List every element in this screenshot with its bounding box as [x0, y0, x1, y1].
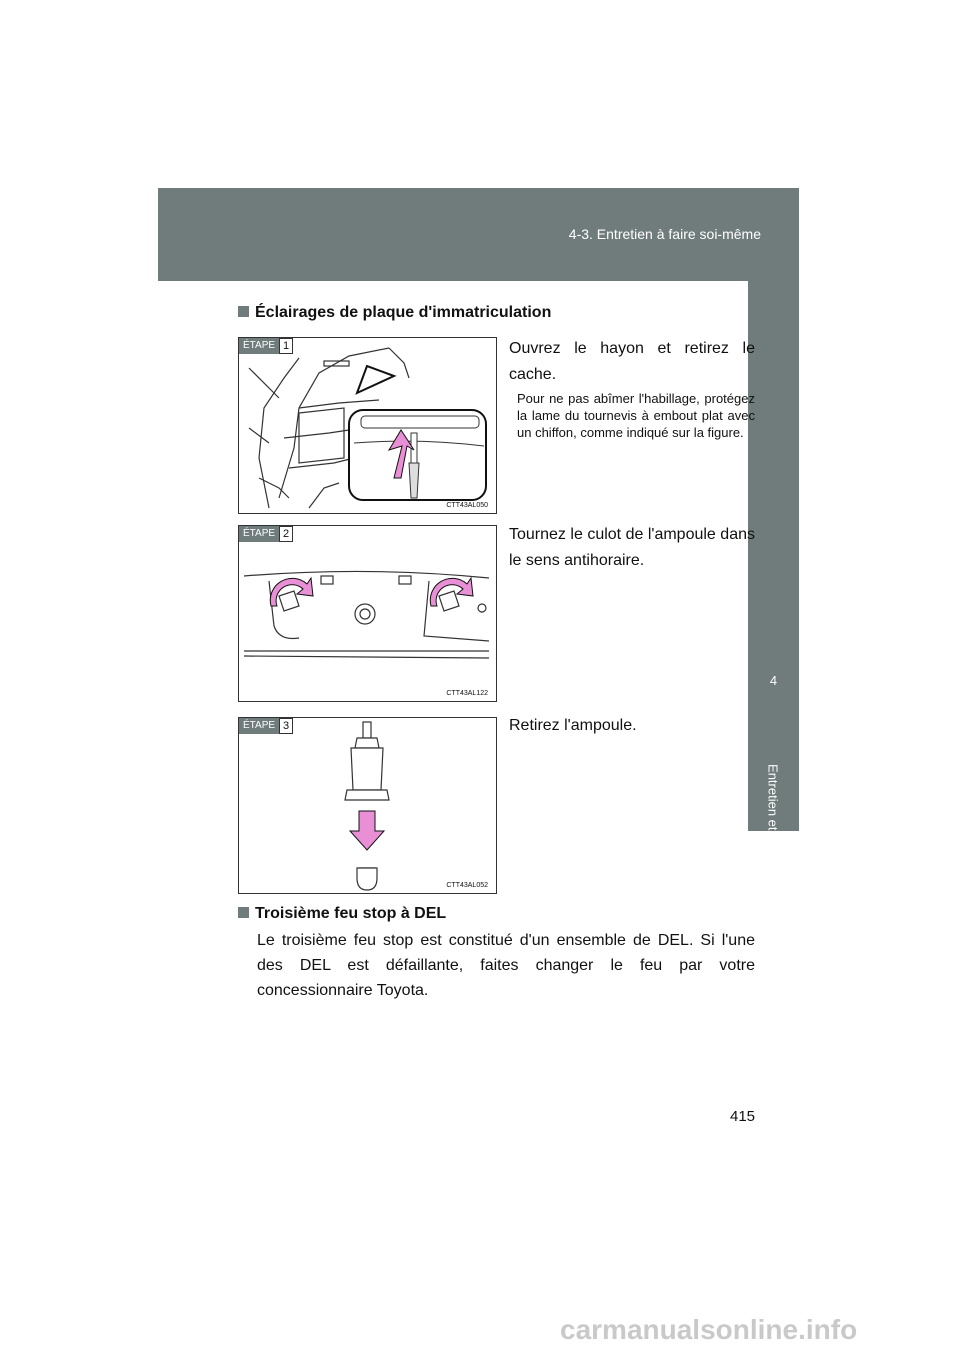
bullet-square-icon: [238, 907, 249, 918]
tailgate-illustration: [239, 338, 496, 513]
figure-step-3: [238, 717, 497, 894]
bulb-removal-illustration: [239, 718, 496, 893]
subsection-heading-text: Troisième feu stop à DEL: [255, 905, 447, 922]
chapter-side-tab: [748, 281, 799, 858]
header-bar: [158, 188, 799, 281]
chapter-label: Entretien et soin: [765, 764, 781, 858]
step-badge-number: 3: [279, 718, 293, 734]
step-badge-label: ÉTAPE: [239, 718, 279, 734]
figure-code: CTT43AL052: [446, 882, 488, 889]
page-number: 415: [730, 1108, 756, 1125]
chapter-label-wrap: [748, 764, 799, 858]
figure-step-2: [238, 525, 497, 702]
step-badge-label: ÉTAPE: [239, 526, 279, 542]
step-badge-2: [239, 526, 293, 542]
step-2-text: Tournez le culot de l'ampoule dans le sens antihoraire.: [509, 526, 755, 569]
step-badge-number: 2: [279, 526, 293, 542]
bullet-square-icon: [238, 306, 249, 317]
section-heading-text: Éclairages de plaque d'immatriculation: [255, 304, 552, 321]
watermark: carmanualsonline.info: [560, 1314, 858, 1345]
step-badge-label: ÉTAPE: [239, 338, 279, 354]
subsection-heading: [238, 905, 446, 923]
section-title: 4-3. Entretien à faire soi-même: [568, 226, 761, 242]
step-badge-1: [239, 338, 293, 354]
step-1-note: Pour ne pas abîmer l'habillage, protégez la lame du tournevis à embout plat avec un chiffon, comme indiqué sur la figure.: [517, 391, 755, 440]
bulb-socket-illustration: [239, 526, 496, 701]
section-heading: [238, 304, 551, 322]
chapter-number: 4: [769, 673, 778, 688]
subsection-body: Le troisième feu stop est constitué d'un ensemble de DEL. Si l'une des DEL est défaillante, faites changer le feu par votre concessionnaire Toyota.: [257, 932, 755, 999]
figure-code: CTT43AL122: [446, 690, 488, 697]
step-badge-3: [239, 718, 293, 734]
step-1-text: Ouvrez le hayon et retirez le cache.: [509, 340, 755, 383]
figure-code: CTT43AL050: [446, 502, 488, 509]
step-3-text: Retirez l'ampoule.: [509, 717, 637, 734]
step-badge-number: 1: [279, 338, 293, 354]
figure-step-1: [238, 337, 497, 514]
